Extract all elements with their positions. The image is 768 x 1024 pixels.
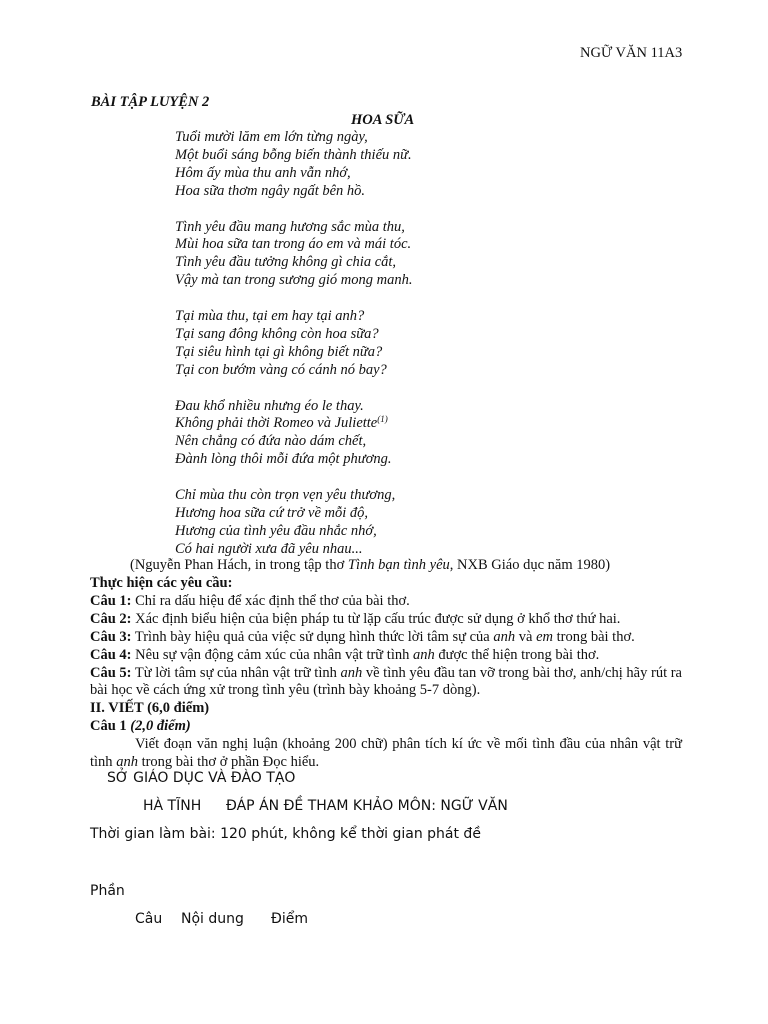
writing-question — [90, 718, 682, 736]
tasks-heading: Thực hiện các yêu cầu: — [90, 575, 233, 591]
question-text: về tình yêu đầu tan vỡ trong bài thơ, anh/chị hãy rút ra bài học về cách ứng xử trong tình yêu (trình bày khoảng 5-7 dòng). — [90, 664, 682, 699]
prompt-emphasis: anh — [116, 754, 138, 771]
stanza-4 — [175, 398, 412, 470]
poem-line: Vậy mà tan trong sương gió mong manh. — [175, 272, 413, 289]
poem-line: Tại siêu hình tại gì không biết nữa? — [175, 343, 383, 360]
question-2 — [90, 611, 682, 629]
footnote-mark: (1) — [377, 414, 388, 425]
writing-question-label: Câu 1 — [90, 718, 131, 735]
poem-line: Tại con bướm vàng có cánh nó bay? — [175, 361, 387, 378]
exercise-title: BÀI TẬP LUYỆN 2 — [91, 94, 210, 110]
question-text: Trình bày hiệu quả của việc sử dụng hình thức lời tâm sự của — [131, 628, 494, 645]
table-header-points: Điểm — [271, 911, 308, 927]
question-emphasis: em — [536, 628, 553, 645]
question-text: và — [515, 628, 537, 645]
question-emphasis: anh — [493, 628, 516, 645]
poem-line: Tại sang đông không còn hoa sữa? — [175, 325, 379, 342]
writing-prompt — [90, 736, 682, 772]
question-label: Câu 1: — [90, 592, 132, 609]
question-label: Câu 3: — [90, 628, 132, 645]
poem-line: Tình yêu đầu mang hương sắc mùa thu, — [175, 218, 405, 235]
class-header: NGỮ VĂN 11A3 — [580, 45, 683, 61]
prompt-text: Viết đoạn văn nghị luận (khoảng 200 chữ) phân tích kí ức về mối tình đầu của nhân vật trữ tình — [90, 736, 682, 771]
question-1 — [90, 593, 682, 611]
department-name: SỞ GIÁO DỤC VÀ ĐÀO TẠO — [107, 770, 296, 786]
writing-heading: II. VIẾT (6,0 điểm) — [90, 700, 210, 717]
question-text: Chỉ ra dấu hiệu để xác định thể thơ của bài thơ. — [131, 592, 410, 609]
question-text: được thể hiện trong bài thơ. — [434, 646, 600, 663]
answer-key-title: ĐÁP ÁN ĐỀ THAM KHẢO MÔN: NGỮ VĂN — [226, 798, 508, 814]
table-header-question: Câu — [135, 911, 163, 927]
stanza-2 — [175, 219, 412, 291]
table-header-content: Nội dung — [181, 911, 244, 927]
poem-line: Đau khổ nhiều nhưng éo le thay. — [175, 397, 364, 414]
writing-question-points: (2,0 điểm) — [130, 718, 191, 735]
question-emphasis: anh — [340, 664, 363, 681]
poem-line: Có hai người xưa đã yêu nhau... — [175, 540, 363, 557]
poem-line: Tuổi mười lăm em lớn từng ngày, — [175, 129, 368, 145]
question-4 — [90, 647, 682, 665]
poem-line: Hương hoa sữa cứ trở về mỗi độ, — [175, 504, 369, 521]
question-3 — [90, 629, 682, 647]
tasks-section — [90, 575, 682, 772]
stanza-5 — [175, 487, 412, 559]
poem-line: Hương của tình yêu đầu nhắc nhớ, — [175, 522, 377, 539]
exam-time: Thời gian làm bài: 120 phút, không kể thời gian phát đề — [90, 826, 481, 842]
poem-source — [130, 557, 610, 575]
poem-body — [175, 129, 412, 559]
question-label: Câu 2: — [90, 610, 132, 627]
poem-line: Hoa sữa thơm ngây ngất bên hồ. — [175, 182, 366, 199]
poem-line: Tại mùa thu, tại em hay tại anh? — [175, 308, 365, 325]
poem-title: HOA SỮA — [351, 112, 415, 128]
question-text: trong bài thơ. — [552, 628, 635, 645]
poem-line: Chỉ mùa thu còn trọn vẹn yêu thương, — [175, 487, 396, 504]
source-book-title: Tình bạn tình yêu — [347, 557, 450, 573]
poem-line: Nên chẳng có đứa nào dám chết, — [175, 433, 367, 450]
poem-line-text: Không phải thời Romeo và Juliette — [175, 415, 378, 432]
prompt-text: trong bài thơ ở phần Đọc hiểu. — [137, 754, 320, 771]
stanza-1 — [175, 129, 412, 201]
poem-line: Đành lòng thôi mỗi đứa một phương. — [175, 451, 392, 468]
poem-line: Mùi hoa sữa tan trong áo em và mái tóc. — [175, 236, 412, 253]
question-5 — [90, 665, 682, 701]
table-header-section: Phần — [90, 883, 125, 899]
province-name: HÀ TĨNH — [143, 798, 202, 814]
source-text: (Nguyễn Phan Hách, in trong tập thơ — [130, 557, 348, 573]
poem-line — [175, 415, 412, 433]
poem-line: Một buổi sáng bỗng biến thành thiếu nữ. — [175, 146, 412, 163]
question-emphasis: anh — [412, 646, 435, 663]
poem-line: Hôm ấy mùa thu anh vẫn nhớ, — [175, 164, 351, 181]
poem-line: Tình yêu đầu tưởng không gì chia cắt, — [175, 254, 397, 271]
source-publisher: , NXB Giáo dục năm 1980) — [449, 557, 611, 573]
stanza-3 — [175, 308, 412, 380]
question-text: Xác định biểu hiện của biện pháp tu từ lặp cấu trúc được sử dụng ở khổ thơ thứ hai. — [131, 610, 621, 627]
question-text: Nêu sự vận động cảm xúc của nhân vật trữ tình — [131, 646, 413, 663]
question-label: Câu 5: — [90, 664, 132, 681]
question-text: Từ lời tâm sự của nhân vật trữ tình — [131, 664, 341, 681]
question-label: Câu 4: — [90, 646, 132, 663]
